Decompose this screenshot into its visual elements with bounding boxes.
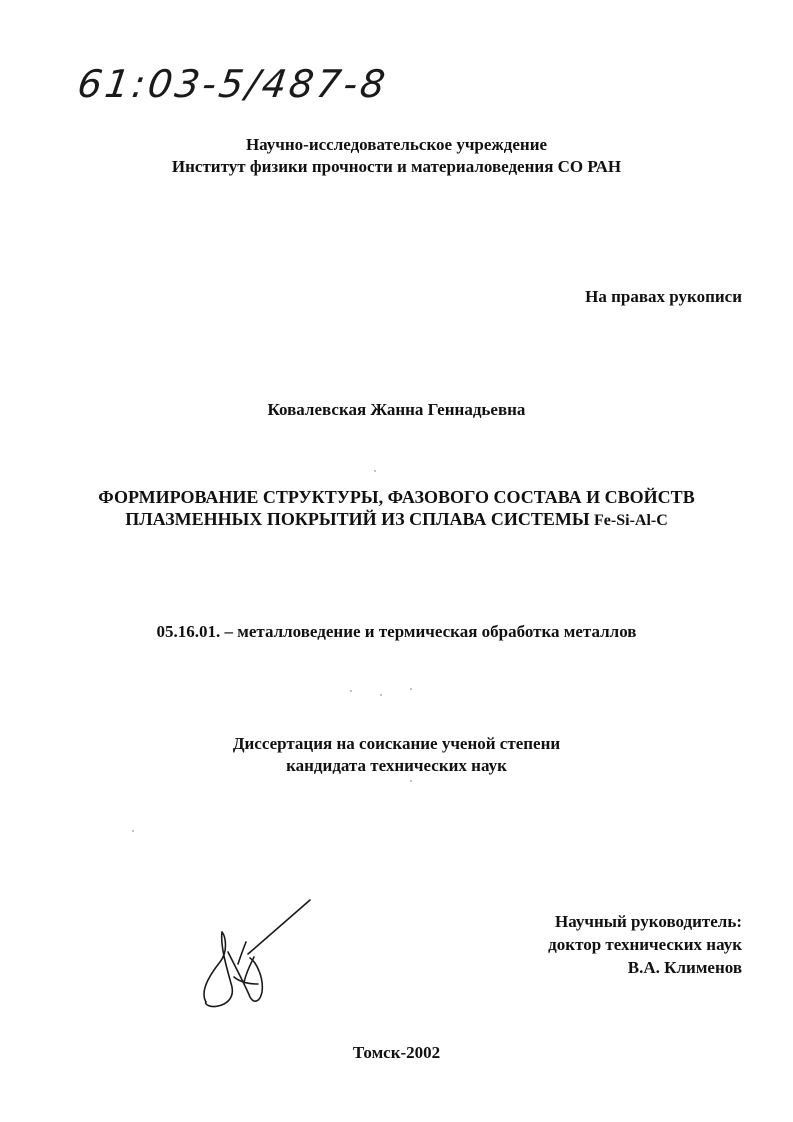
scan-speck	[132, 830, 134, 832]
supervisor-role: Научный руководитель:	[555, 912, 742, 931]
registration-code: 61:03-5/487-8	[74, 62, 391, 106]
degree-statement	[0, 733, 793, 777]
supervisor-block	[548, 910, 742, 979]
scan-speck	[380, 694, 382, 696]
supervisor-name: В.А. Клименов	[627, 958, 742, 977]
degree-line-1: Диссертация на соискание ученой степени	[232, 734, 561, 753]
title-line-2	[0, 508, 793, 532]
scan-speck	[410, 688, 412, 690]
degree-line-2: кандидата технических наук	[286, 756, 507, 775]
supervisor-degree: доктор технических наук	[548, 935, 742, 954]
city-year: Томск-2002	[352, 1043, 441, 1062]
rights-note: На правах рукописи	[585, 287, 742, 306]
scan-speck	[350, 690, 352, 692]
institution-line-1: Научно-исследовательское учреждение	[245, 135, 548, 154]
scan-speck	[410, 780, 412, 782]
signature-icon	[198, 892, 318, 1017]
specialty-code: 05.16.01. – металловедение и термическая обработка металлов	[156, 622, 637, 641]
institution-block	[0, 134, 793, 178]
institution-line-2: Институт физики прочности и материаловедения СО РАН	[171, 157, 622, 176]
scan-speck	[374, 470, 376, 472]
title-line-1: ФОРМИРОВАНИЕ СТРУКТУРЫ, ФАЗОВОГО СОСТАВА И СВОЙСТВ	[98, 487, 695, 507]
title-alloy-system: Fe-Si-Al-C	[594, 512, 668, 529]
title-line-2-main: ПЛАЗМЕННЫХ ПОКРЫТИЙ ИЗ СПЛАВА СИСТЕМЫ	[125, 509, 595, 529]
dissertation-title	[0, 486, 793, 532]
author-name: Ковалевская Жанна Геннадьевна	[267, 400, 526, 419]
